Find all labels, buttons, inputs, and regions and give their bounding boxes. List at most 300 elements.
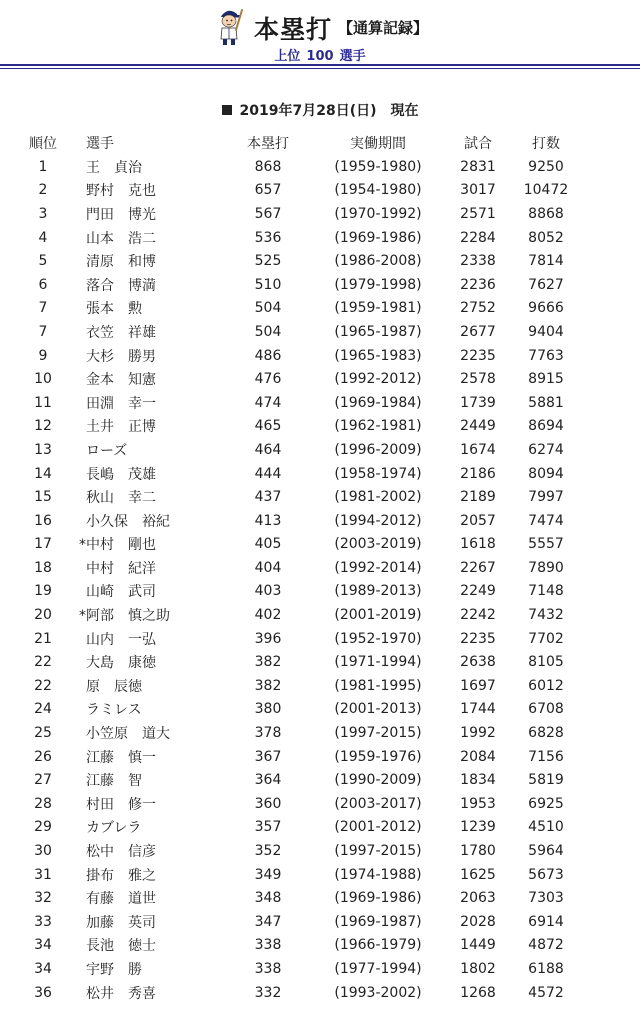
row-spacer: [582, 674, 640, 698]
row-spacer: [582, 580, 640, 604]
period-cell: (2001-2019): [334, 607, 422, 624]
active-player-mark: *: [79, 608, 86, 625]
games-cell: 1744: [460, 701, 496, 718]
rank-cell: 19: [34, 583, 52, 600]
period-cell: (1965-1983): [334, 347, 422, 364]
at-bats-cell: 7997: [528, 489, 564, 506]
player-cell: [86, 320, 226, 344]
period-cell: (1954-1980): [334, 182, 422, 199]
row-spacer: [582, 320, 640, 344]
table-row: [0, 273, 640, 297]
player-name: 長池 徳士: [86, 938, 156, 955]
home-runs-cell: 510: [254, 276, 282, 293]
row-spacer: [582, 297, 640, 321]
player-name: カブレラ: [86, 820, 142, 837]
home-runs-cell: 332: [254, 984, 282, 1001]
player-cell: [86, 344, 226, 368]
player-name: 金本 知憲: [86, 372, 156, 389]
home-runs-cell: 402: [254, 607, 282, 624]
rank-cell: 7: [38, 323, 48, 340]
row-spacer: [582, 273, 640, 297]
player-cell: [86, 981, 226, 1005]
games-cell: 2677: [460, 323, 496, 340]
table-row: [0, 415, 640, 439]
at-bats-cell: 7432: [528, 607, 564, 624]
games-cell: 1239: [460, 819, 496, 836]
player-name: 山本 浩二: [86, 230, 156, 247]
home-runs-cell: 382: [254, 654, 282, 671]
player-cell: [86, 367, 226, 391]
player-name: 村田 修一: [86, 796, 156, 813]
row-spacer: [582, 768, 640, 792]
row-spacer: [582, 934, 640, 958]
row-spacer: [582, 556, 640, 580]
player-name: 中村 紀洋: [86, 560, 156, 577]
at-bats-cell: 7627: [528, 276, 564, 293]
table-row: [0, 934, 640, 958]
games-cell: 1992: [460, 725, 496, 742]
games-cell: 2571: [460, 205, 496, 222]
period-cell: (1974-1988): [334, 866, 422, 883]
player-cell: [86, 839, 226, 863]
games-cell: 3017: [460, 182, 496, 199]
player-cell: [86, 485, 226, 509]
table-row: [0, 179, 640, 203]
rank-cell: 6: [38, 276, 48, 293]
rank-cell: 32: [34, 890, 52, 907]
player-name: 王 貞治: [86, 159, 142, 176]
games-cell: 2267: [460, 559, 496, 576]
rank-cell: 4: [38, 229, 48, 246]
rank-cell: 13: [34, 441, 52, 458]
home-runs-cell: 349: [254, 866, 282, 883]
table-row: [0, 792, 640, 816]
at-bats-cell: 7702: [528, 630, 564, 647]
rank-cell: 5: [38, 253, 48, 270]
table-row: [0, 344, 640, 368]
player-name: 掛布 雅之: [86, 867, 156, 884]
row-spacer: [582, 792, 640, 816]
player-name: 中村 剛也: [86, 537, 156, 554]
home-runs-cell: 444: [254, 465, 282, 482]
games-cell: 1953: [460, 795, 496, 812]
table-row: [0, 367, 640, 391]
header-home-runs: 本塁打: [247, 136, 289, 152]
games-cell: 2249: [460, 583, 496, 600]
period-cell: (1992-2014): [334, 559, 422, 576]
games-cell: 2449: [460, 418, 496, 435]
games-cell: 1449: [460, 937, 496, 954]
row-spacer: [582, 485, 640, 509]
player-name: 有藤 道世: [86, 891, 156, 908]
games-cell: 2063: [460, 890, 496, 907]
home-runs-cell: 380: [254, 701, 282, 718]
at-bats-cell: 9404: [528, 323, 564, 340]
player-cell: [86, 462, 226, 486]
period-cell: (1969-1987): [334, 913, 422, 930]
rank-cell: 26: [34, 748, 52, 765]
player-cell: [86, 934, 226, 958]
table-row: [0, 721, 640, 745]
at-bats-cell: 8868: [528, 205, 564, 222]
row-spacer: [582, 533, 640, 557]
rank-cell: 30: [34, 843, 52, 860]
player-name: 加藤 英司: [86, 914, 156, 931]
rank-cell: 33: [34, 913, 52, 930]
at-bats-cell: 5819: [528, 772, 564, 789]
subtitle-suffix: 選手: [339, 49, 366, 64]
home-runs-cell: 476: [254, 371, 282, 388]
at-bats-cell: 4572: [528, 984, 564, 1001]
home-runs-cell: 357: [254, 819, 282, 836]
table-row: [0, 650, 640, 674]
home-runs-cell: 868: [254, 158, 282, 175]
games-cell: 1674: [460, 441, 496, 458]
rank-cell: 7: [38, 300, 48, 317]
player-cell: [86, 155, 226, 179]
player-name: 小久保 裕紀: [86, 513, 170, 530]
games-cell: 2189: [460, 489, 496, 506]
table-row: [0, 462, 640, 486]
player-cell: [86, 792, 226, 816]
rank-cell: 36: [34, 984, 52, 1001]
rank-cell: 12: [34, 418, 52, 435]
at-bats-cell: 8052: [528, 229, 564, 246]
header-divider-thin: [0, 68, 640, 69]
home-runs-cell: 405: [254, 536, 282, 553]
date-suffix: 現在: [390, 103, 419, 119]
player-name: 張本 勲: [86, 301, 142, 318]
table-row: [0, 957, 640, 981]
period-cell: (1969-1986): [334, 890, 422, 907]
at-bats-cell: 4872: [528, 937, 564, 954]
row-spacer: [582, 155, 640, 179]
period-cell: (1970-1992): [334, 205, 422, 222]
player-name: 山崎 武司: [86, 584, 156, 601]
rank-cell: 28: [34, 795, 52, 812]
player-name: 小笠原 道大: [86, 726, 170, 743]
period-cell: (1958-1974): [334, 465, 422, 482]
home-run-ranking-table: [0, 131, 640, 1004]
page-subtitle: [0, 45, 640, 64]
row-spacer: [582, 438, 640, 462]
at-bats-cell: 5557: [528, 536, 564, 553]
title-row: [0, 6, 640, 46]
games-cell: 2236: [460, 276, 496, 293]
table-row: [0, 603, 640, 627]
row-spacer: [582, 863, 640, 887]
table-row: [0, 863, 640, 887]
row-spacer: [582, 721, 640, 745]
table-row: [0, 768, 640, 792]
player-cell: [86, 438, 226, 462]
home-runs-cell: 403: [254, 583, 282, 600]
games-cell: 2186: [460, 465, 496, 482]
period-cell: (1959-1980): [334, 158, 422, 175]
rank-cell: 16: [34, 512, 52, 529]
rank-cell: 24: [34, 701, 52, 718]
player-cell: [86, 745, 226, 769]
player-cell: [86, 391, 226, 415]
at-bats-cell: 7890: [528, 559, 564, 576]
row-spacer: [582, 462, 640, 486]
at-bats-cell: 5964: [528, 843, 564, 860]
at-bats-cell: 7148: [528, 583, 564, 600]
row-spacer: [582, 745, 640, 769]
games-cell: 2028: [460, 913, 496, 930]
period-cell: (1997-2015): [334, 725, 422, 742]
home-runs-cell: 474: [254, 394, 282, 411]
table-row: [0, 627, 640, 651]
rank-cell: 15: [34, 489, 52, 506]
player-name: 土井 正博: [86, 419, 156, 436]
at-bats-cell: 7474: [528, 512, 564, 529]
table-row: [0, 580, 640, 604]
table-row: [0, 981, 640, 1005]
period-cell: (1986-2008): [334, 253, 422, 270]
rank-cell: 11: [34, 394, 52, 411]
period-cell: (2001-2013): [334, 701, 422, 718]
period-cell: (1959-1981): [334, 300, 422, 317]
period-cell: (1992-2012): [334, 371, 422, 388]
rank-cell: 10: [34, 371, 52, 388]
home-runs-cell: 465: [254, 418, 282, 435]
games-cell: 1697: [460, 677, 496, 694]
period-cell: (1981-2002): [334, 489, 422, 506]
home-runs-cell: 536: [254, 229, 282, 246]
rank-cell: 25: [34, 725, 52, 742]
at-bats-cell: 6828: [528, 725, 564, 742]
player-name: 宇野 勝: [86, 961, 142, 978]
games-cell: 2235: [460, 630, 496, 647]
table-row: [0, 438, 640, 462]
at-bats-cell: 5673: [528, 866, 564, 883]
player-name: 江藤 慎一: [86, 749, 156, 766]
table-header-row: [0, 131, 640, 155]
period-cell: (1959-1976): [334, 748, 422, 765]
at-bats-cell: 10472: [523, 182, 569, 199]
table-row: [0, 202, 640, 226]
home-runs-cell: 486: [254, 347, 282, 364]
games-cell: 1802: [460, 960, 496, 977]
games-cell: 2057: [460, 512, 496, 529]
as-of-date: [0, 100, 640, 120]
period-cell: (1969-1986): [334, 229, 422, 246]
at-bats-cell: 9666: [528, 300, 564, 317]
player-name: 清原 和博: [86, 254, 156, 271]
games-cell: 2752: [460, 300, 496, 317]
period-cell: (1952-1970): [334, 630, 422, 647]
rank-cell: 22: [34, 677, 52, 694]
table-row: [0, 556, 640, 580]
home-runs-cell: 657: [254, 182, 282, 199]
at-bats-cell: 7814: [528, 253, 564, 270]
row-spacer: [582, 391, 640, 415]
period-cell: (1969-1984): [334, 394, 422, 411]
player-cell: [86, 627, 226, 651]
games-cell: 2242: [460, 607, 496, 624]
at-bats-cell: 8105: [528, 654, 564, 671]
games-cell: 2084: [460, 748, 496, 765]
row-spacer: [582, 627, 640, 651]
rank-cell: 14: [34, 465, 52, 482]
period-cell: (1971-1994): [334, 654, 422, 671]
player-name: 田淵 幸一: [86, 395, 156, 412]
home-runs-cell: 567: [254, 205, 282, 222]
period-cell: (1994-2012): [334, 512, 422, 529]
games-cell: 2578: [460, 371, 496, 388]
player-name: 落合 博満: [86, 277, 156, 294]
games-cell: 1780: [460, 843, 496, 860]
row-spacer: [582, 816, 640, 840]
player-cell: [86, 886, 226, 910]
subtitle-count: 100: [306, 49, 334, 64]
row-spacer: [582, 415, 640, 439]
rank-cell: 29: [34, 819, 52, 836]
player-cell: [86, 650, 226, 674]
player-name: ラミレス: [86, 702, 142, 719]
at-bats-cell: 6274: [528, 441, 564, 458]
player-cell: [86, 580, 226, 604]
player-name: 大杉 勝男: [86, 348, 156, 365]
period-cell: (1989-2013): [334, 583, 422, 600]
at-bats-cell: 8915: [528, 371, 564, 388]
row-spacer: [582, 886, 640, 910]
page-title: 本塁打: [254, 15, 333, 44]
games-cell: 1739: [460, 394, 496, 411]
table-row: [0, 249, 640, 273]
period-cell: (2003-2019): [334, 536, 422, 553]
at-bats-cell: 6188: [528, 960, 564, 977]
games-cell: 1834: [460, 772, 496, 789]
row-spacer: [582, 981, 640, 1005]
player-name: 山内 一弘: [86, 631, 156, 648]
table-row: [0, 226, 640, 250]
home-runs-cell: 338: [254, 937, 282, 954]
home-runs-cell: 404: [254, 559, 282, 576]
table-row: [0, 297, 640, 321]
player-cell: [79, 603, 226, 627]
games-cell: 2338: [460, 253, 496, 270]
home-runs-cell: 464: [254, 441, 282, 458]
player-cell: [86, 721, 226, 745]
games-cell: 2284: [460, 229, 496, 246]
player-name: 原 辰徳: [86, 678, 142, 695]
home-runs-cell: 413: [254, 512, 282, 529]
games-cell: 2831: [460, 158, 496, 175]
games-cell: 1625: [460, 866, 496, 883]
table-row: [0, 485, 640, 509]
at-bats-cell: 6012: [528, 677, 564, 694]
rank-cell: 31: [34, 866, 52, 883]
at-bats-cell: 7303: [528, 890, 564, 907]
player-cell: [86, 297, 226, 321]
player-cell: [86, 768, 226, 792]
rank-cell: 22: [34, 654, 52, 671]
player-name: 野村 克也: [86, 183, 156, 200]
games-cell: 2235: [460, 347, 496, 364]
home-runs-cell: 504: [254, 323, 282, 340]
row-spacer: [582, 650, 640, 674]
home-runs-cell: 378: [254, 725, 282, 742]
player-name: 秋山 幸二: [86, 490, 156, 507]
active-player-mark: *: [79, 537, 86, 554]
player-cell: [86, 273, 226, 297]
at-bats-cell: 6708: [528, 701, 564, 718]
player-name: 松井 秀喜: [86, 985, 156, 1002]
header-period: 実働期間: [350, 136, 406, 152]
page-header: [0, 0, 640, 72]
row-spacer: [582, 509, 640, 533]
at-bats-cell: 4510: [528, 819, 564, 836]
row-spacer: [582, 179, 640, 203]
table-row: [0, 155, 640, 179]
player-cell: [86, 816, 226, 840]
player-cell: [86, 674, 226, 698]
at-bats-cell: 8094: [528, 465, 564, 482]
table-row: [0, 391, 640, 415]
row-spacer: [582, 603, 640, 627]
at-bats-cell: 6914: [528, 913, 564, 930]
period-cell: (1990-2009): [334, 772, 422, 789]
home-runs-cell: 382: [254, 677, 282, 694]
table-row: [0, 674, 640, 698]
rank-cell: 2: [38, 182, 48, 199]
player-name: 江藤 智: [86, 773, 142, 790]
games-cell: 1618: [460, 536, 496, 553]
player-cell: [86, 957, 226, 981]
rank-cell: 18: [34, 559, 52, 576]
player-cell: [86, 509, 226, 533]
period-cell: (1997-2015): [334, 843, 422, 860]
row-spacer: [582, 249, 640, 273]
period-cell: (1981-1995): [334, 677, 422, 694]
home-runs-cell: 367: [254, 748, 282, 765]
player-cell: [79, 533, 226, 557]
rank-cell: 21: [34, 630, 52, 647]
at-bats-cell: 7763: [528, 347, 564, 364]
period-cell: (1996-2009): [334, 441, 422, 458]
rank-cell: 34: [34, 937, 52, 954]
header-games: 試合: [464, 136, 492, 152]
player-name: 阿部 慎之助: [86, 608, 170, 625]
table-row: [0, 509, 640, 533]
player-cell: [86, 910, 226, 934]
player-name: 衣笠 祥雄: [86, 324, 156, 341]
table-row: [0, 910, 640, 934]
home-runs-cell: 347: [254, 913, 282, 930]
games-cell: 1268: [460, 984, 496, 1001]
header-at-bats: 打数: [532, 136, 560, 152]
player-cell: [86, 863, 226, 887]
row-spacer: [582, 367, 640, 391]
rank-cell: 1: [38, 158, 48, 175]
period-cell: (1977-1994): [334, 960, 422, 977]
table-body: [0, 155, 640, 1004]
row-spacer: [582, 202, 640, 226]
period-cell: (1979-1998): [334, 276, 422, 293]
player-cell: [86, 556, 226, 580]
row-spacer: [582, 226, 640, 250]
home-runs-cell: 352: [254, 843, 282, 860]
period-cell: (2003-2017): [334, 795, 422, 812]
at-bats-cell: 5881: [528, 394, 564, 411]
at-bats-cell: 9250: [528, 158, 564, 175]
subtitle-prefix: 上位: [274, 49, 301, 64]
home-runs-cell: 364: [254, 772, 282, 789]
player-name: 門田 博光: [86, 206, 156, 223]
rank-cell: 3: [38, 205, 48, 222]
